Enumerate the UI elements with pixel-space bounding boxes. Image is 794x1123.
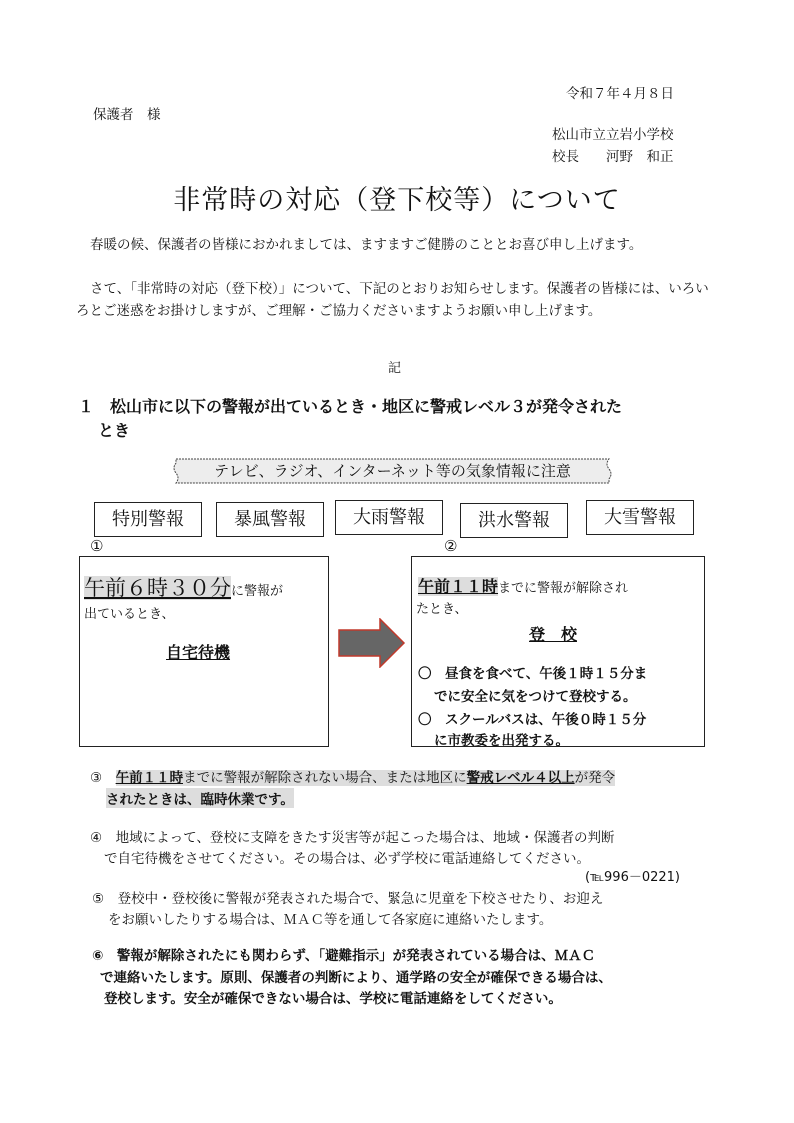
- note3-text1: までに警報が解除されない場合、または地区に: [183, 770, 467, 786]
- note4-line1: ④ 地域によって、登校に支障をきたす災害等が起こった場合は、地域・保護者の判断: [90, 830, 615, 846]
- case1-marker: ①: [90, 537, 104, 555]
- intro-paragraph-2: さて、「非常時の対応（登下校）」について、下記のとおりお知らせします。保護者の皆様には、いろいろとご迷惑をお掛けしますが、ご理解・ご協力くださいますようお願い申し上げます。: [76, 281, 709, 319]
- principal-name: 校長 河野 和正: [552, 149, 674, 165]
- right-arrow-icon: [338, 618, 406, 668]
- weather-notice-text: テレビ、ラジオ、インターネット等の気象情報に注意: [214, 462, 571, 480]
- case2-bullet1: 〇 昼食を食べて、午後１時１５分ま: [418, 666, 648, 682]
- ki-marker: 記: [388, 361, 402, 376]
- document-date: 令和７年４月８日: [566, 86, 674, 102]
- note3-level: 警戒レベル４以上: [466, 770, 575, 786]
- warning-bofu: 暴風警報: [216, 502, 324, 537]
- case2-time: 午前１１時: [418, 577, 499, 596]
- case2-marker: ②: [444, 537, 458, 555]
- warning-ooame: 大雨警報: [335, 500, 443, 535]
- section1-heading-cont: とき: [98, 421, 131, 440]
- case2-text-b: たとき、: [416, 602, 468, 617]
- case1-time: 午前６時３０分: [84, 576, 231, 600]
- case2-text-a: までに警報が解除され: [498, 581, 629, 596]
- warning-ooyuki: 大雪警報: [586, 500, 694, 535]
- case2-bullet1-cont: でに安全に気をつけて登校する。: [434, 689, 637, 705]
- case2-action: 登 校: [529, 625, 578, 644]
- school-name: 松山市立立岩小学校: [552, 127, 674, 143]
- note6-line2: で連絡いたします。原則、保護者の判断により、通学路の安全が確保できる場合は、: [100, 970, 612, 986]
- note4-line2: で自宅待機をさせてください。その場合は、必ず学校に電話連絡してください。: [104, 851, 590, 867]
- warning-kozui: 洪水警報: [460, 503, 568, 538]
- case1-condition: [84, 572, 283, 602]
- section1-heading: １ 松山市に以下の警報が出ているとき・地区に警戒レベル３が発令された: [78, 397, 623, 416]
- note6-line3: 登校します。安全が確保できない場合は、学校に電話連絡をしてください。: [104, 991, 562, 1007]
- addressee: 保護者 様: [93, 107, 161, 123]
- note3-time: 午前１１時: [115, 770, 184, 786]
- weather-notice-banner: [172, 457, 613, 485]
- note3-line2: されたときは、臨時休業です。: [106, 788, 294, 808]
- warning-tokubetsu: 特別警報: [94, 502, 202, 537]
- note5-line1: ⑤ 登校中・登校後に警報が発表された場合で、緊急に児童を下校させたり、お迎え: [92, 891, 604, 907]
- case2-bullet2-cont: に市教委を出発する。: [434, 733, 569, 749]
- page-title: 非常時の対応（登下校等）について: [173, 185, 621, 216]
- note5-line2: をお願いしたりする場合は、ＭＡＣ等を通して各家庭に連絡いたします。: [108, 912, 553, 928]
- case2-bullet2: 〇 スクールバスは、午後０時１５分: [418, 712, 647, 728]
- case1-action: 自宅待機: [166, 643, 231, 662]
- note6-line1: ⑥ 警報が解除されたにも関わらず、「避難指示」が発表されている場合は、ＭＡＣ: [92, 948, 596, 964]
- intro-paragraph-1: 春暖の候、保護者の皆様におかれましては、ますますご健勝のこととお喜び申し上げます。: [90, 237, 643, 253]
- case1-text-a: に警報が: [231, 584, 284, 599]
- case1-text-b: 出ているとき、: [84, 607, 175, 622]
- note3-text2: が発令: [574, 770, 616, 786]
- note3-line1: [90, 766, 615, 786]
- note3-marker: ③: [90, 770, 103, 786]
- case2-condition: [418, 574, 628, 597]
- school-phone: (℡996－0221): [585, 870, 681, 885]
